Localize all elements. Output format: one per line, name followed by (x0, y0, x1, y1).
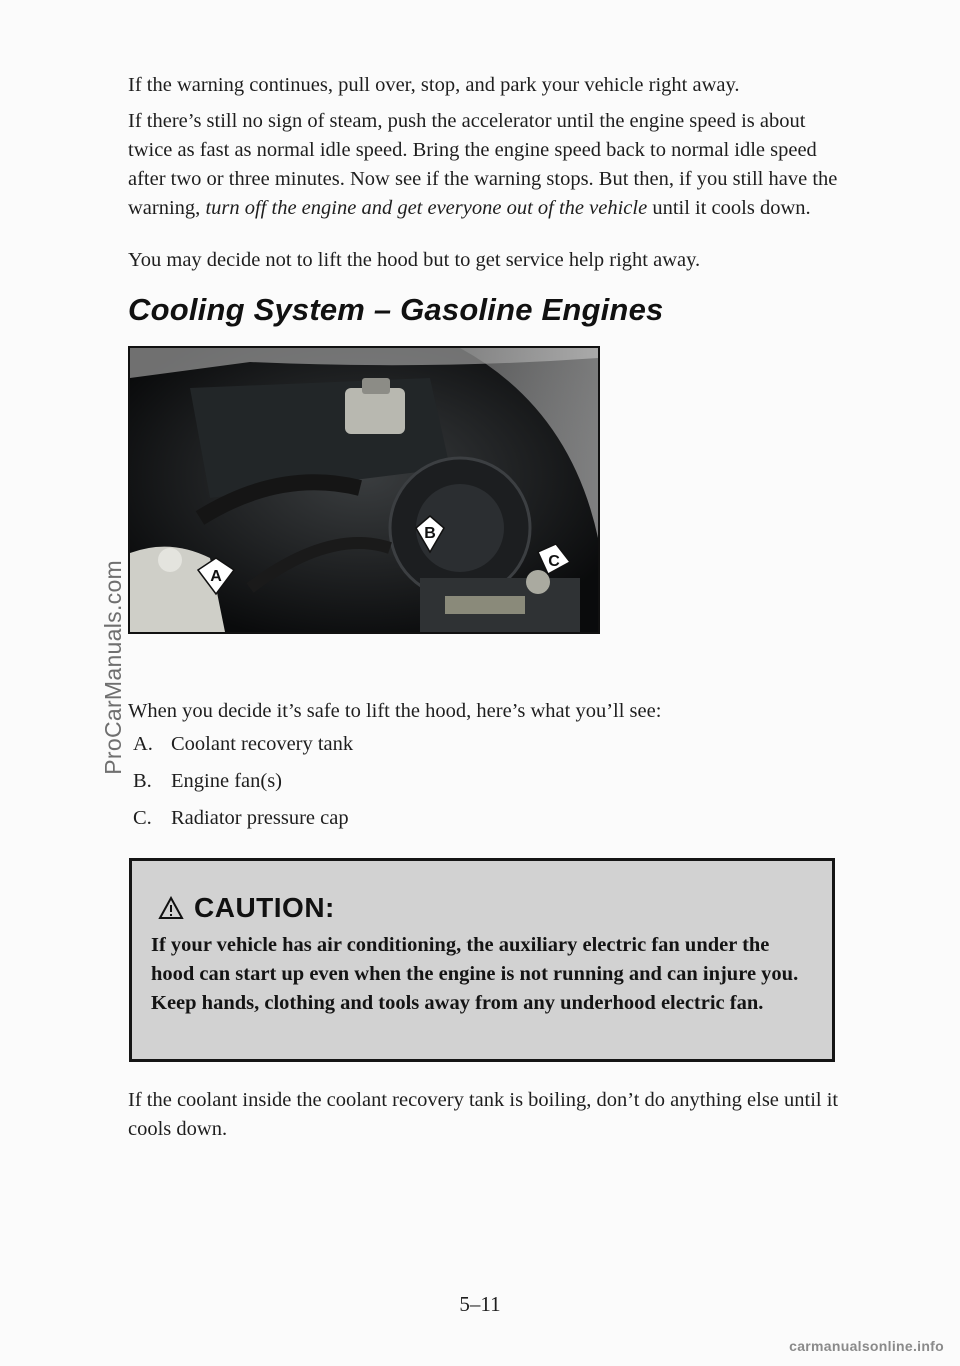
reservoir-cap-shape (362, 378, 390, 394)
side-watermark: ProCarManuals.com (100, 560, 126, 775)
paragraph-service-help: You may decide not to lift the hood but to get service help right away. (128, 249, 701, 271)
radiator-cap-shape (526, 570, 550, 594)
paragraph-no-steam-end: until it cools down. (647, 197, 811, 219)
caution-box (129, 858, 835, 1062)
list-item-letter: A. (133, 733, 153, 755)
paragraph-no-steam-start: If there’s still no sign of steam, push the accelerator until the engine speed is about twice as fast as normal idle speed. Bring the engine speed back to normal idle speed after two or three minutes. Now see if the warning stops. But then, if you still have the warning, (128, 110, 838, 219)
list-item (133, 733, 353, 770)
engine-compartment-photo (128, 346, 600, 634)
component-list (133, 733, 353, 844)
list-item (133, 807, 353, 844)
list-item-letter: C. (133, 807, 152, 829)
paragraph-no-steam (128, 107, 848, 223)
list-item (133, 770, 353, 807)
coolant-tank-cap-shape (158, 548, 182, 572)
caution-title (158, 892, 335, 924)
caution-title-text: CAUTION: (194, 892, 335, 923)
section-heading: Cooling System – Gasoline Engines (128, 292, 664, 327)
list-item-text: Engine fan(s) (171, 770, 282, 792)
callout-b-label: B (424, 525, 436, 542)
list-item-text: Radiator pressure cap (171, 807, 349, 829)
caution-body: If your vehicle has air conditioning, the auxiliary electric fan under the hood can start up even when the engine is not running and can injure you. Keep hands, clothing and tools away from any underhood electric fan. (151, 934, 799, 1014)
battery-label-shape (445, 596, 525, 614)
paragraph-no-steam-emphasis: turn off the engine and get everyone out of the vehicle (205, 197, 648, 219)
closing-paragraph: If the coolant inside the coolant recovery tank is boiling, don’t do anything else until it cools down. (128, 1089, 839, 1140)
list-item-text: Coolant recovery tank (171, 733, 354, 755)
page-number: 5–11 (459, 1292, 501, 1316)
engine-photo-illustration (130, 348, 598, 632)
paragraph-warning-continues: If the warning continues, pull over, stop, and park your vehicle right away. (128, 74, 740, 96)
warning-triangle-icon (158, 896, 184, 920)
callout-a-label: A (210, 568, 222, 585)
brake-reservoir-shape (345, 388, 405, 434)
intro-sentence: When you decide it’s safe to lift the hood, here’s what you’ll see: (128, 700, 662, 722)
callout-c-label: C (548, 553, 560, 570)
bottom-watermark: carmanualsonline.info (789, 1338, 944, 1354)
list-item-letter: B. (133, 770, 152, 792)
